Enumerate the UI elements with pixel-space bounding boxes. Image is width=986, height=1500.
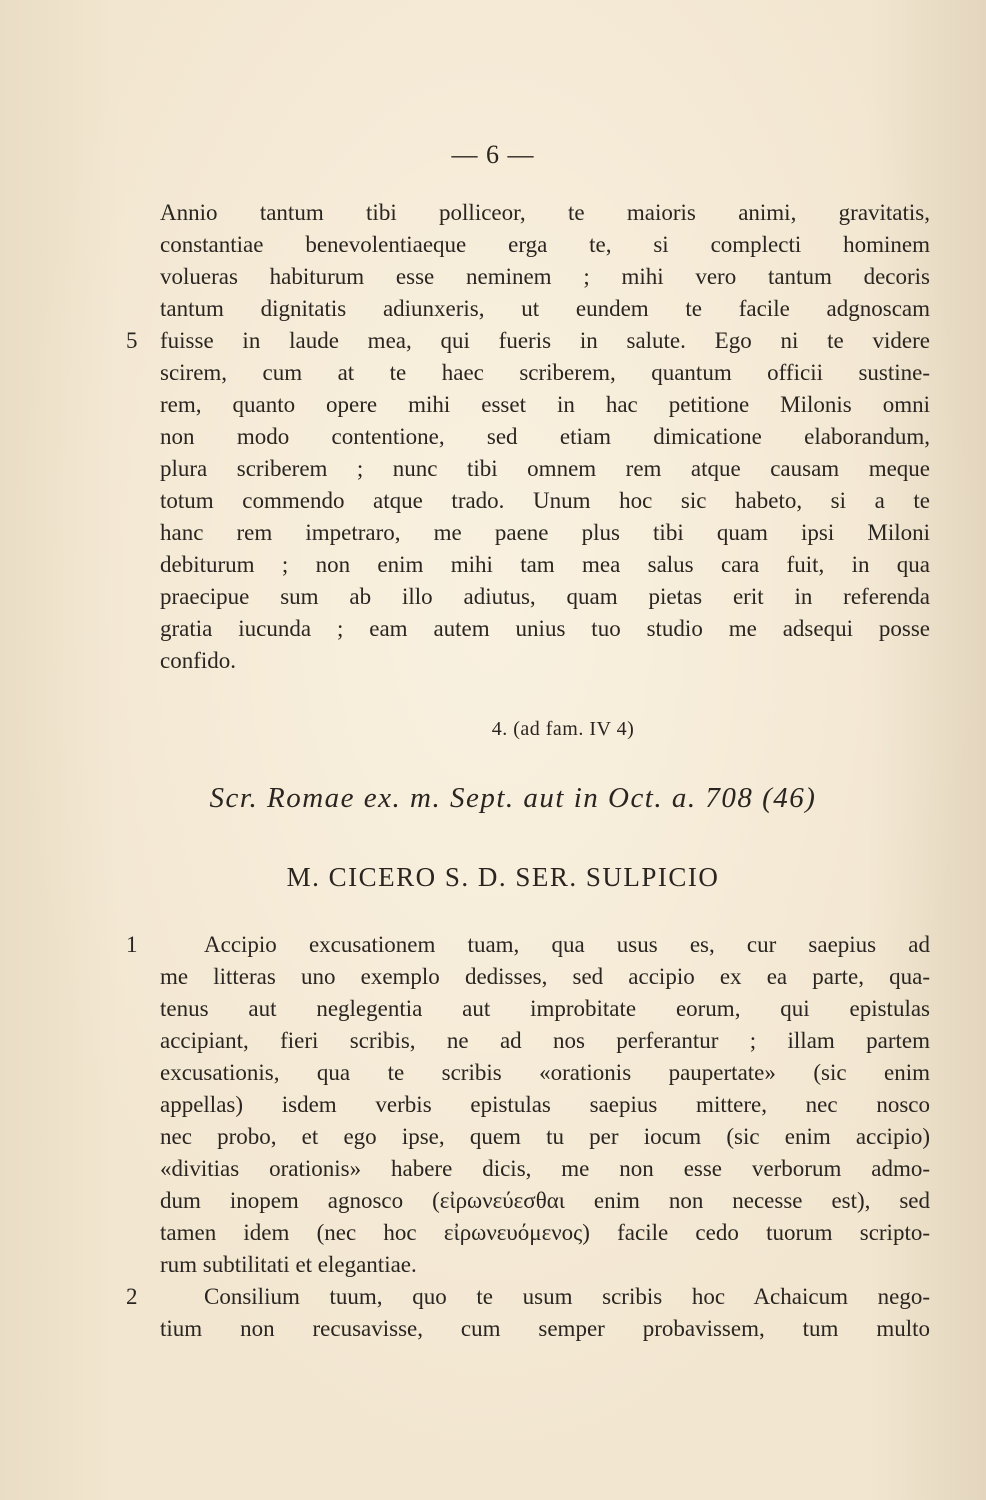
line-number: 2 (126, 1284, 138, 1309)
text-line (160, 1057, 930, 1089)
line-text: rum subtilitati et elegantiae. (160, 1252, 417, 1277)
text-line (160, 485, 930, 517)
line-text: tenus aut neglegentia aut improbitate eorum, qui epistulas (160, 996, 930, 1021)
line-text: hanc rem impetraro, me paene plus tibi quam ipsi Miloni (160, 520, 930, 545)
line-text: accipiant, fieri scribis, ne ad nos perferantur ; illam partem (160, 1028, 930, 1053)
line-text: praecipue sum ab illo adiutus, quam pietas erit in referenda (160, 584, 930, 609)
text-line (160, 1025, 930, 1057)
line-text: debiturum ; non enim mihi tam mea salus cara fuit, in qua (160, 552, 930, 577)
text-line (160, 389, 930, 421)
line-text: Annio tantum tibi polliceor, te maioris animi, gravitatis, (160, 200, 930, 225)
line-text: tantum dignitatis adiunxeris, ut eundem te facile adgnoscam (160, 296, 930, 321)
line-text: appellas) isdem verbis epistulas saepius mittere, nec nosco (160, 1092, 930, 1117)
line-text: plura scriberem ; nunc tibi omnem rem atque causam meque (160, 456, 930, 481)
line-number: 1 (126, 932, 138, 957)
text-line (160, 229, 930, 261)
text-line (160, 613, 930, 645)
line-text: fuisse in laude mea, qui fueris in salute. Ego ni te videre (160, 328, 930, 353)
text-line (160, 197, 930, 229)
text-line (160, 1185, 930, 1217)
text-line (160, 261, 930, 293)
text-line (160, 421, 930, 453)
text-line (160, 645, 930, 677)
text-line (160, 517, 930, 549)
text-line (160, 1313, 930, 1345)
line-text: Accipio excusationem tuam, qua usus es, cur saepius ad (204, 932, 930, 957)
line-text: tium non recusavisse, cum semper probavissem, tum multo (160, 1316, 930, 1341)
text-line (160, 357, 930, 389)
text-line (160, 453, 930, 485)
line-text: excusationis, qua te scribis «orationis paupertate» (sic enim (160, 1060, 930, 1085)
text-line (126, 929, 930, 961)
date-line: Scr. Romae ex. m. Sept. aut in Oct. a. 708 (46) (209, 782, 817, 814)
paragraph-1 (126, 197, 930, 677)
line-number: 5 (126, 328, 138, 353)
text-line (126, 1281, 930, 1313)
line-text: dum inopem agnosco (εἰρωνεύεσθαι enim non necesse est), sed (160, 1188, 930, 1213)
text-line (160, 961, 930, 993)
text-line (160, 293, 930, 325)
line-text: me litteras uno exemplo dedisses, sed accipio ex ea parte, qua- (160, 964, 930, 989)
line-text: gratia iucunda ; eam autem unius tuo studio me adsequi posse (160, 616, 930, 641)
line-text: scirem, cum at te haec scriberem, quantum officii sustine- (160, 360, 930, 385)
text-line (126, 325, 930, 357)
text-line (160, 549, 930, 581)
text-line (160, 1121, 930, 1153)
line-text: totum commendo atque trado. Unum hoc sic habeto, si a te (160, 488, 930, 513)
line-text: non modo contentione, sed etiam dimicatione elaborandum, (160, 424, 930, 449)
line-text: «divitias orationis» habere dicis, me non esse verborum admo- (160, 1156, 930, 1181)
text-line (160, 1217, 930, 1249)
line-text: volueras habiturum esse neminem ; mihi vero tantum decoris (160, 264, 930, 289)
text-line (160, 993, 930, 1025)
page-number: — 6 — (451, 140, 535, 169)
line-text: Consilium tuum, quo te usum scribis hoc Achaicum nego- (204, 1284, 930, 1309)
line-text: rem, quanto opere mihi esset in hac petitione Milonis omni (160, 392, 930, 417)
line-text: nec probo, et ego ipse, quem tu per iocum (sic enim accipio) (160, 1124, 930, 1149)
text-line (160, 1249, 930, 1281)
letter-reference: 4. (ad fam. IV 4) (491, 718, 635, 740)
text-line (160, 1153, 930, 1185)
text-line (160, 581, 930, 613)
line-text: tamen idem (nec hoc εἰρωνευόμενος) facile cedo tuorum scripto- (160, 1220, 930, 1245)
salutation: M. CICERO S. D. SER. SULPICIO (286, 862, 720, 892)
text-line (160, 1089, 930, 1121)
line-text: confido. (160, 648, 237, 673)
paragraph-2 (126, 929, 930, 1345)
line-text: constantiae benevolentiaeque erga te, si complecti hominem (160, 232, 930, 257)
